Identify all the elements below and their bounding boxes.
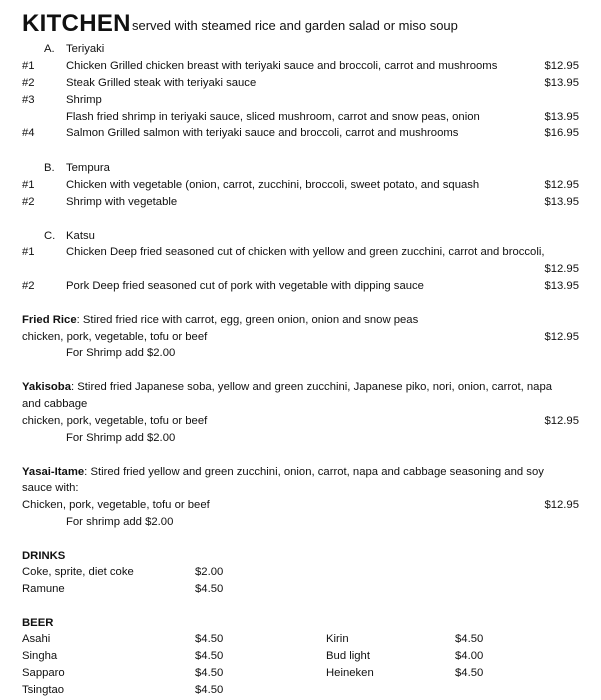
special-options: chicken, pork, vegetable, tofu or beef bbox=[22, 331, 208, 343]
special-addon: For Shrimp add $2.00 bbox=[66, 347, 176, 359]
section-name-teriyaki: Teriyaki bbox=[66, 43, 105, 55]
item-description: Pork Deep fried seasoned cut of pork with vegetable with dipping sauce bbox=[66, 280, 424, 292]
item-price: $12.95 bbox=[544, 263, 579, 275]
special-addon: For shrimp add $2.00 bbox=[66, 516, 174, 528]
section-name-tempura: Tempura bbox=[66, 162, 110, 174]
section-name-katsu: Katsu bbox=[66, 230, 95, 242]
item-number: #1 bbox=[22, 60, 35, 72]
item-number: #2 bbox=[22, 77, 35, 89]
drinks-heading: DRINKS bbox=[22, 550, 66, 562]
drink-name: Ramune bbox=[22, 583, 65, 595]
item-description: Flash fried shrimp in teriyaki sauce, sliced mushroom, carrot and snow peas, onion bbox=[66, 111, 480, 123]
item-description: Shrimp with vegetable bbox=[66, 196, 178, 208]
item-number: #3 bbox=[22, 94, 35, 106]
special-description-continued: sauce with: bbox=[22, 482, 79, 494]
special-name: Fried Rice bbox=[22, 314, 77, 326]
special-price: $12.95 bbox=[544, 331, 579, 343]
beer-name: Kirin bbox=[326, 633, 349, 645]
item-price: $13.95 bbox=[544, 111, 579, 123]
beer-heading: BEER bbox=[22, 617, 54, 629]
item-description: Salmon Grilled salmon with teriyaki sauce and broccoli, carrot and mushrooms bbox=[66, 127, 459, 139]
item-price: $12.95 bbox=[544, 179, 579, 191]
item-number: #1 bbox=[22, 179, 35, 191]
item-number: #2 bbox=[22, 280, 35, 292]
beer-name: Bud light bbox=[326, 650, 370, 662]
special-name: Yakisoba bbox=[22, 381, 71, 393]
drink-price: $4.50 bbox=[195, 583, 224, 595]
beer-price: $4.00 bbox=[455, 650, 484, 662]
special-fried-rice-description bbox=[22, 314, 418, 326]
item-number: #4 bbox=[22, 127, 35, 139]
special-price: $12.95 bbox=[544, 499, 579, 511]
special-description-continued: and cabbage bbox=[22, 398, 88, 410]
special-description: : Stired fried rice with carrot, egg, green onion, onion and snow peas bbox=[76, 314, 419, 326]
item-number: #2 bbox=[22, 196, 35, 208]
beer-price: $4.50 bbox=[195, 667, 224, 679]
menu-title: KITCHEN bbox=[22, 10, 131, 37]
drink-price: $2.00 bbox=[195, 566, 224, 578]
beer-price: $4.50 bbox=[195, 684, 224, 696]
beer-price: $4.50 bbox=[455, 667, 484, 679]
special-yasai-itame-description bbox=[22, 466, 544, 478]
menu-subtitle: served with steamed rice and garden salad or miso soup bbox=[132, 18, 458, 33]
item-description: Chicken Deep fried seasoned cut of chicken with yellow and green zucchini, carrot and broccoli, bbox=[66, 246, 545, 258]
item-price: $16.95 bbox=[544, 127, 579, 139]
beer-price: $4.50 bbox=[455, 633, 484, 645]
special-name: Yasai-Itame bbox=[22, 466, 85, 478]
item-description: Chicken with vegetable (onion, carrot, zucchini, broccoli, sweet potato, and squash bbox=[66, 179, 480, 191]
beer-name: Singha bbox=[22, 650, 58, 662]
item-description: Chicken Grilled chicken breast with teriyaki sauce and broccoli, carrot and mushrooms bbox=[66, 60, 498, 72]
section-letter: C. bbox=[44, 230, 56, 242]
special-description: : Stired fried Japanese soba, yellow and green zucchini, Japanese piko, nori, onion, carrot, napa bbox=[70, 381, 553, 393]
beer-price: $4.50 bbox=[195, 633, 224, 645]
special-addon: For Shrimp add $2.00 bbox=[66, 432, 176, 444]
beer-name: Asahi bbox=[22, 633, 51, 645]
section-letter: A. bbox=[44, 43, 55, 55]
beer-price: $4.50 bbox=[195, 650, 224, 662]
drink-name: Coke, sprite, diet coke bbox=[22, 566, 134, 578]
item-description: Steak Grilled steak with teriyaki sauce bbox=[66, 77, 257, 89]
beer-name: Heineken bbox=[326, 667, 374, 679]
item-number: #1 bbox=[22, 246, 35, 258]
special-yakisoba-description bbox=[22, 381, 552, 393]
item-price: $13.95 bbox=[544, 77, 579, 89]
item-price: $12.95 bbox=[544, 60, 579, 72]
item-price: $13.95 bbox=[544, 196, 579, 208]
special-description: : Stired fried yellow and green zucchini, onion, carrot, napa and cabbage seasoning and soy bbox=[84, 466, 544, 478]
beer-name: Tsingtao bbox=[22, 684, 65, 696]
beer-name: Sapparo bbox=[22, 667, 65, 679]
item-price: $13.95 bbox=[544, 280, 579, 292]
item-description: Shrimp bbox=[66, 94, 102, 106]
special-options: chicken, pork, vegetable, tofu or beef bbox=[22, 415, 208, 427]
special-options: Chicken, pork, vegetable, tofu or beef bbox=[22, 499, 210, 511]
section-letter: B. bbox=[44, 162, 55, 174]
special-price: $12.95 bbox=[544, 415, 579, 427]
